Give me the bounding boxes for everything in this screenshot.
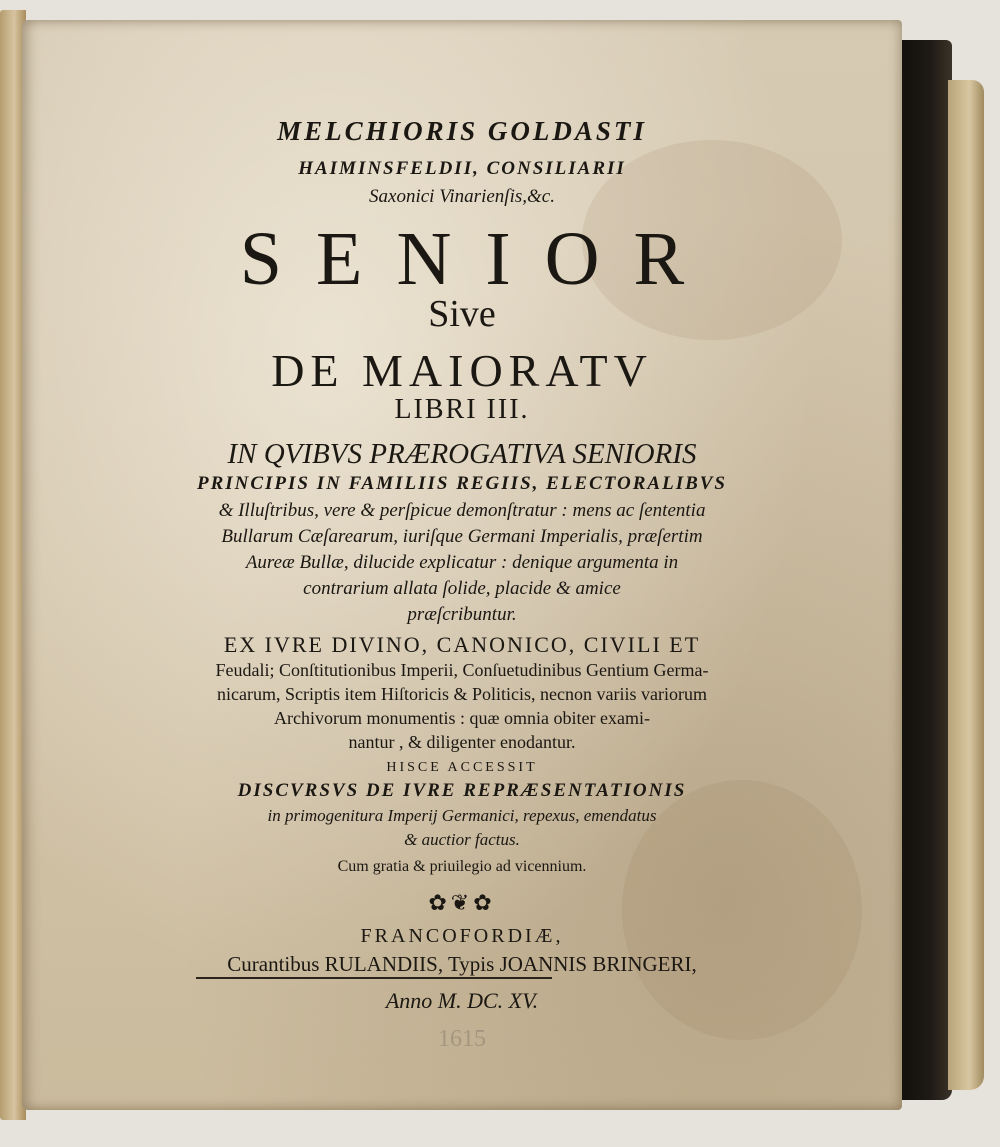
hisce-accessit: HISCE ACCESSIT	[386, 760, 538, 775]
source-line: EX IVRE DIVINO, CANONICO, CIVILI ET	[223, 632, 701, 657]
privilege-line: Cum gratia & priuilegio ad vicennium.	[337, 858, 587, 875]
printers-ornament: ✿❦✿	[428, 890, 496, 915]
discursus-line: in primogenitura Imperij Germanici, repexus, emendatus	[267, 806, 657, 825]
divider-rule	[196, 977, 552, 979]
discursus-line: DISCVRSVS DE IVRE REPRÆSENTATIONIS	[237, 780, 687, 801]
source-line: nantur , & diligenter enodantur.	[348, 732, 576, 752]
author-line-3: Saxonici Vinarienſis,&c.	[369, 186, 555, 207]
source-line: nicarum, Scriptis item Hiſtoricis & Politicis, necnon variis variorum	[217, 684, 707, 704]
printer-line: Curantibus RULANDIIS, Typis JOANNIS BRINGERI,	[227, 952, 697, 976]
title-page	[22, 20, 902, 1110]
description-line: præſcribuntur.	[407, 604, 517, 625]
date-line: Anno M. DC. XV.	[385, 988, 539, 1013]
book-cover-edge	[948, 80, 984, 1090]
pencil-annotation: 1615	[438, 1026, 486, 1052]
description-line: & Illuſtribus, vere & perſpicue demonſtratur : mens ac ſententia	[218, 500, 706, 521]
description-line: contrarium allata ſolide, placide & amice	[303, 578, 621, 599]
description-line: IN QVIBVS PRÆROGATIVA SENIORIS	[227, 438, 697, 470]
sive-line: Sive	[428, 293, 496, 335]
author-line-2: HAIMINSFELDII, CONSILIARII	[298, 158, 626, 179]
libri-line: LIBRI III.	[394, 394, 530, 425]
description-line: PRINCIPIS IN FAMILIIS REGIIS, ELECTORALIBVS	[196, 473, 728, 494]
source-line: Feudali; Conſtitutionibus Imperii, Conſuetudinibus Gentium Germa-	[215, 660, 709, 680]
main-title: SENIOR	[239, 217, 719, 301]
subtitle: DE MAIORATV	[271, 345, 653, 396]
place-of-printing: FRANCOFORDIÆ,	[360, 925, 564, 947]
discursus-line: & auctior factus.	[404, 830, 520, 849]
author-line-1: MELCHIORIS GOLDASTI	[277, 116, 647, 146]
source-line: Archivorum monumentis : quæ omnia obiter exami-	[274, 708, 650, 728]
description-line: Bullarum Cæſarearum, iuriſque Germani Imperialis, præſertim	[221, 526, 703, 547]
description-line: Aureæ Bullæ, dilucide explicatur : denique argumenta in	[245, 552, 679, 573]
